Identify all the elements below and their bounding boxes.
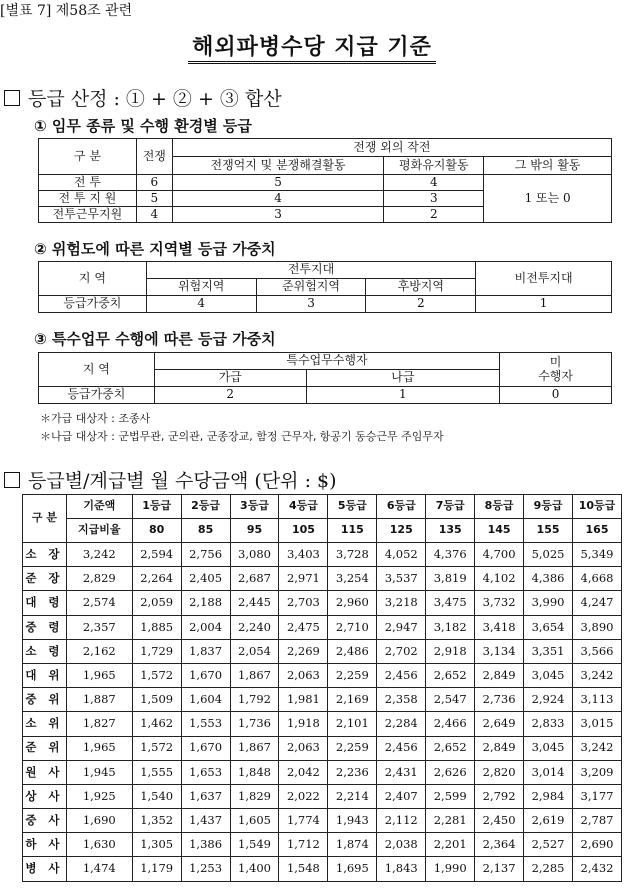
pay-cell: 3,254 xyxy=(328,567,377,591)
pay-cell: 2,652 xyxy=(426,663,475,687)
pay-cell: 5,349 xyxy=(573,543,622,567)
checkbox-square-icon xyxy=(4,472,20,488)
pay-cell: 1,605 xyxy=(230,809,279,833)
pay-cell: 2,547 xyxy=(426,688,475,712)
header-grade: 9등급 xyxy=(524,495,573,519)
pay-cell: 1,604 xyxy=(181,688,230,712)
pay-cell: 4,052 xyxy=(377,543,426,567)
pay-cell: 2,364 xyxy=(475,833,524,857)
pay-cell: 4,668 xyxy=(573,567,622,591)
rank-label: 대 위 xyxy=(23,663,67,687)
row-label: 등급가중치 xyxy=(39,387,155,404)
cell: 1 xyxy=(476,296,612,313)
pay-cell: 2,264 xyxy=(132,567,181,591)
pay-cell: 1,540 xyxy=(132,784,181,808)
ratio-cell: 85 xyxy=(181,519,230,543)
pay-cell: 3,045 xyxy=(524,736,573,760)
pay-cell: 2,405 xyxy=(181,567,230,591)
table-row xyxy=(23,809,622,833)
base-amount-cell: 1,690 xyxy=(66,809,132,833)
header-non-performer xyxy=(500,353,612,387)
pay-cell: 2,445 xyxy=(230,591,279,615)
ratio-cell: 145 xyxy=(475,519,524,543)
pay-cell: 3,537 xyxy=(377,567,426,591)
pay-cell: 2,690 xyxy=(573,833,622,857)
cell: 2 xyxy=(384,207,484,223)
pay-cell: 1,729 xyxy=(132,639,181,663)
header-special-duty: 특수업무수행자 xyxy=(154,353,499,370)
note-grade-b: ＊나급 대상자 : 군법무관, 군의관, 군종장교, 함정 근무자, 항공기 동승근무 주임무자 xyxy=(40,430,444,443)
pay-cell: 2,702 xyxy=(377,639,426,663)
pay-cell: 2,466 xyxy=(426,712,475,736)
rank-label: 소 장 xyxy=(23,543,67,567)
pay-cell: 3,566 xyxy=(573,639,622,663)
cell: 4 xyxy=(384,175,484,191)
pay-cell: 2,527 xyxy=(524,833,573,857)
base-amount-cell: 1,965 xyxy=(66,736,132,760)
cell: 4 xyxy=(172,191,384,207)
pay-cell: 3,351 xyxy=(524,639,573,663)
pay-cell: 2,792 xyxy=(475,784,524,808)
base-amount-cell: 3,242 xyxy=(66,543,132,567)
pay-cell: 1,352 xyxy=(132,809,181,833)
pay-cell: 2,787 xyxy=(573,809,622,833)
pay-cell: 2,285 xyxy=(524,857,573,881)
header-grade-b: 나급 xyxy=(306,370,500,387)
pay-cell: 2,710 xyxy=(328,615,377,639)
pay-cell: 3,177 xyxy=(573,784,622,808)
pay-cell: 2,703 xyxy=(279,591,328,615)
header-war: 전쟁 xyxy=(136,139,172,175)
subsection-special-title: ③ 특수업무 수행에 따른 등급 가중치 xyxy=(34,330,276,348)
pay-cell: 2,736 xyxy=(475,688,524,712)
pay-cell: 4,376 xyxy=(426,543,475,567)
cell: 2 xyxy=(154,387,306,404)
table-row xyxy=(23,736,622,760)
pay-cell: 3,890 xyxy=(573,615,622,639)
pay-cell: 1,990 xyxy=(426,857,475,881)
rank-label: 중 위 xyxy=(23,688,67,712)
pay-cell: 2,619 xyxy=(524,809,573,833)
pay-cell: 1,695 xyxy=(328,857,377,881)
pay-cell: 3,218 xyxy=(377,591,426,615)
pay-cell: 2,594 xyxy=(132,543,181,567)
header-grade: 10등급 xyxy=(573,495,622,519)
annex-reference: [별표 7] 제58조 관련 xyxy=(0,3,133,19)
ratio-cell: 165 xyxy=(573,519,622,543)
header-grade: 8등급 xyxy=(475,495,524,519)
pay-cell: 3,014 xyxy=(524,760,573,784)
pay-cell: 5,025 xyxy=(524,543,573,567)
pay-cell: 2,137 xyxy=(475,857,524,881)
pay-cell: 2,849 xyxy=(475,663,524,687)
pay-cell: 1,829 xyxy=(230,784,279,808)
section-title: 등급별/계급별 월 수당금액 (단위 : $) xyxy=(28,470,337,492)
pay-cell: 2,626 xyxy=(426,760,475,784)
header-peacekeeping: 평화유지활동 xyxy=(384,157,484,175)
header-combat-zone: 전투지대 xyxy=(146,262,475,279)
rank-label: 대 령 xyxy=(23,591,67,615)
cell: 4 xyxy=(146,296,256,313)
header-region: 지 역 xyxy=(39,353,155,387)
header-base-amount: 기준액 xyxy=(66,495,132,519)
note-grade-a: ＊가급 대상자 : 조종사 xyxy=(40,412,151,425)
base-amount-cell: 1,945 xyxy=(66,760,132,784)
section-title: 등급 산정 : ① + ② + ③ 합산 xyxy=(28,88,282,110)
pay-cell: 2,432 xyxy=(573,857,622,881)
pay-cell: 2,960 xyxy=(328,591,377,615)
pay-cell: 2,407 xyxy=(377,784,426,808)
pay-cell: 3,728 xyxy=(328,543,377,567)
table-row xyxy=(23,688,622,712)
pay-cell: 3,654 xyxy=(524,615,573,639)
ratio-cell: 95 xyxy=(230,519,279,543)
header-pay-ratio: 지급비율 xyxy=(66,519,132,543)
page-title: 해외파병수당 지급 기준 xyxy=(188,35,436,64)
pay-cell: 1,549 xyxy=(230,833,279,857)
pay-cell: 2,063 xyxy=(279,663,328,687)
table-row xyxy=(23,663,622,687)
pay-cell: 3,242 xyxy=(573,663,622,687)
header-grade: 1등급 xyxy=(132,495,181,519)
pay-cell: 1,867 xyxy=(230,736,279,760)
pay-cell: 2,849 xyxy=(475,736,524,760)
header-region: 지 역 xyxy=(39,262,147,296)
pay-cell: 2,259 xyxy=(328,736,377,760)
pay-cell: 1,848 xyxy=(230,760,279,784)
ratio-cell: 155 xyxy=(524,519,573,543)
pay-cell: 2,456 xyxy=(377,663,426,687)
pay-cell: 2,358 xyxy=(377,688,426,712)
pay-cell: 1,400 xyxy=(230,857,279,881)
cell: 6 xyxy=(136,175,172,191)
pay-cell: 3,113 xyxy=(573,688,622,712)
cell: 2 xyxy=(366,296,476,313)
pay-cell: 2,984 xyxy=(524,784,573,808)
header-grade: 3등급 xyxy=(230,495,279,519)
pay-cell: 2,649 xyxy=(475,712,524,736)
table-row xyxy=(23,543,622,567)
header-gubun: 구 분 xyxy=(39,139,137,175)
ratio-cell: 115 xyxy=(328,519,377,543)
pay-cell: 1,253 xyxy=(181,857,230,881)
checkbox-square-icon xyxy=(4,90,20,106)
pay-cell: 2,971 xyxy=(279,567,328,591)
base-amount-cell: 1,474 xyxy=(66,857,132,881)
pay-cell: 2,188 xyxy=(181,591,230,615)
base-amount-cell: 1,887 xyxy=(66,688,132,712)
pay-table-body xyxy=(23,495,622,882)
pay-cell: 3,475 xyxy=(426,591,475,615)
pay-cell: 2,022 xyxy=(279,784,328,808)
table-row xyxy=(23,857,622,881)
pay-cell: 2,269 xyxy=(279,639,328,663)
row-label: 등급가중치 xyxy=(39,296,147,313)
header-semi-danger: 준위험지역 xyxy=(256,279,366,296)
table-row xyxy=(23,567,622,591)
rank-label: 중 사 xyxy=(23,809,67,833)
header-grade: 5등급 xyxy=(328,495,377,519)
pay-cell: 2,486 xyxy=(328,639,377,663)
cell-other-activity: 1 또는 0 xyxy=(484,175,612,223)
pay-cell: 2,281 xyxy=(426,809,475,833)
rank-label: 하 사 xyxy=(23,833,67,857)
pay-cell: 1,179 xyxy=(132,857,181,881)
table-row xyxy=(23,639,622,663)
rank-label: 준 위 xyxy=(23,736,67,760)
header-grade-a: 가급 xyxy=(154,370,306,387)
pay-cell: 3,242 xyxy=(573,736,622,760)
pay-cell: 1,637 xyxy=(181,784,230,808)
pay-cell: 1,712 xyxy=(279,833,328,857)
ratio-cell: 105 xyxy=(279,519,328,543)
title-wrap xyxy=(0,30,624,61)
ratio-cell: 125 xyxy=(377,519,426,543)
cell: 0 xyxy=(500,387,612,404)
header-noncombat-zone: 비전투지대 xyxy=(476,262,612,296)
pay-cell: 1,736 xyxy=(230,712,279,736)
pay-cell: 3,080 xyxy=(230,543,279,567)
pay-cell: 2,201 xyxy=(426,833,475,857)
header-grade: 7등급 xyxy=(426,495,475,519)
pay-cell: 3,045 xyxy=(524,663,573,687)
pay-cell: 2,450 xyxy=(475,809,524,833)
pay-cell: 2,833 xyxy=(524,712,573,736)
pay-cell: 1,555 xyxy=(132,760,181,784)
pay-cell: 1,553 xyxy=(181,712,230,736)
pay-cell: 1,670 xyxy=(181,663,230,687)
pay-cell: 2,240 xyxy=(230,615,279,639)
pay-cell: 1,981 xyxy=(279,688,328,712)
base-amount-cell: 1,827 xyxy=(66,712,132,736)
pay-cell: 1,462 xyxy=(132,712,181,736)
rank-label: 중 령 xyxy=(23,615,67,639)
pay-cell: 2,004 xyxy=(181,615,230,639)
pay-cell: 2,918 xyxy=(426,639,475,663)
base-amount-cell: 2,829 xyxy=(66,567,132,591)
header-grade: 6등급 xyxy=(377,495,426,519)
header-non-a: 미 xyxy=(549,354,562,369)
pay-cell: 2,112 xyxy=(377,809,426,833)
pay-cell: 3,015 xyxy=(573,712,622,736)
pay-cell: 1,943 xyxy=(328,809,377,833)
pay-cell: 1,867 xyxy=(230,663,279,687)
pay-cell: 2,059 xyxy=(132,591,181,615)
pay-cell: 2,947 xyxy=(377,615,426,639)
table-row xyxy=(23,712,622,736)
cell: 1 xyxy=(306,387,500,404)
table-row xyxy=(23,591,622,615)
pay-cell: 3,418 xyxy=(475,615,524,639)
pay-cell: 3,134 xyxy=(475,639,524,663)
header-grade: 2등급 xyxy=(181,495,230,519)
pay-cell: 1,918 xyxy=(279,712,328,736)
header-grade: 4등급 xyxy=(279,495,328,519)
base-amount-cell: 1,630 xyxy=(66,833,132,857)
rank-label: 병 사 xyxy=(23,857,67,881)
base-amount-cell: 2,357 xyxy=(66,615,132,639)
row-label: 전 투 지 원 xyxy=(39,191,137,207)
header-deterrence: 전쟁억지 및 분쟁해결활동 xyxy=(172,157,384,175)
special-duty-weight-table xyxy=(38,352,612,404)
mission-grade-table xyxy=(38,138,612,223)
base-amount-cell: 1,965 xyxy=(66,663,132,687)
pay-cell: 2,042 xyxy=(279,760,328,784)
pay-cell: 3,182 xyxy=(426,615,475,639)
table-row xyxy=(23,760,622,784)
rank-label: 소 위 xyxy=(23,712,67,736)
pay-cell: 2,101 xyxy=(328,712,377,736)
pay-cell: 2,599 xyxy=(426,784,475,808)
pay-cell: 2,756 xyxy=(181,543,230,567)
cell: 5 xyxy=(136,191,172,207)
header-non-b: 수행자 xyxy=(538,368,573,383)
cell: 4 xyxy=(136,207,172,223)
pay-cell: 4,700 xyxy=(475,543,524,567)
pay-cell: 1,774 xyxy=(279,809,328,833)
header-nonwar: 전쟁 외의 작전 xyxy=(172,139,611,157)
subsection-mission-title: ① 임무 종류 및 수행 환경별 등급 xyxy=(34,117,252,135)
pay-cell: 3,209 xyxy=(573,760,622,784)
pay-cell: 1,305 xyxy=(132,833,181,857)
pay-cell: 2,924 xyxy=(524,688,573,712)
pay-cell: 2,284 xyxy=(377,712,426,736)
pay-cell: 2,259 xyxy=(328,663,377,687)
base-amount-cell: 1,925 xyxy=(66,784,132,808)
pay-cell: 1,792 xyxy=(230,688,279,712)
pay-cell: 2,687 xyxy=(230,567,279,591)
pay-cell: 2,652 xyxy=(426,736,475,760)
row-label: 전투근무지원 xyxy=(39,207,137,223)
pay-cell: 3,819 xyxy=(426,567,475,591)
pay-cell: 1,509 xyxy=(132,688,181,712)
ratio-cell: 80 xyxy=(132,519,181,543)
pay-cell: 1,548 xyxy=(279,857,328,881)
pay-cell: 1,572 xyxy=(132,663,181,687)
header-gubun: 구 분 xyxy=(23,495,67,543)
pay-cell: 1,437 xyxy=(181,809,230,833)
pay-cell: 1,885 xyxy=(132,615,181,639)
pay-cell: 2,236 xyxy=(328,760,377,784)
cell: 3 xyxy=(256,296,366,313)
pay-cell: 3,732 xyxy=(475,591,524,615)
base-amount-cell: 2,162 xyxy=(66,639,132,663)
pay-cell: 1,670 xyxy=(181,736,230,760)
header-danger: 위험지역 xyxy=(146,279,256,296)
pay-cell: 2,038 xyxy=(377,833,426,857)
pay-cell: 1,874 xyxy=(328,833,377,857)
cell: 3 xyxy=(384,191,484,207)
pay-cell: 1,653 xyxy=(181,760,230,784)
section-pay-amount xyxy=(4,466,337,493)
pay-cell: 3,990 xyxy=(524,591,573,615)
pay-cell: 1,837 xyxy=(181,639,230,663)
rank-label: 상 사 xyxy=(23,784,67,808)
rank-label: 원 사 xyxy=(23,760,67,784)
table-row xyxy=(23,833,622,857)
pay-cell: 4,247 xyxy=(573,591,622,615)
pay-cell: 2,431 xyxy=(377,760,426,784)
table-row xyxy=(23,615,622,639)
pay-cell: 1,572 xyxy=(132,736,181,760)
monthly-pay-table xyxy=(22,494,622,882)
pay-cell: 1,386 xyxy=(181,833,230,857)
pay-cell: 2,475 xyxy=(279,615,328,639)
pay-cell: 3,403 xyxy=(279,543,328,567)
table-row xyxy=(23,784,622,808)
cell: 3 xyxy=(172,207,384,223)
pay-cell: 2,169 xyxy=(328,688,377,712)
pay-cell: 4,102 xyxy=(475,567,524,591)
section-grade-calculation xyxy=(4,84,282,111)
base-amount-cell: 2,574 xyxy=(66,591,132,615)
ratio-cell: 135 xyxy=(426,519,475,543)
pay-cell: 2,063 xyxy=(279,736,328,760)
header-other: 그 밖의 활동 xyxy=(484,157,612,175)
subsection-risk-title: ② 위험도에 따른 지역별 등급 가중치 xyxy=(34,240,276,258)
pay-cell: 2,054 xyxy=(230,639,279,663)
pay-cell: 2,456 xyxy=(377,736,426,760)
region-weight-table xyxy=(38,261,612,313)
header-rear: 후방지역 xyxy=(366,279,476,296)
pay-cell: 2,214 xyxy=(328,784,377,808)
pay-cell: 1,843 xyxy=(377,857,426,881)
pay-cell: 4,386 xyxy=(524,567,573,591)
cell: 5 xyxy=(172,175,384,191)
pay-cell: 2,820 xyxy=(475,760,524,784)
rank-label: 준 장 xyxy=(23,567,67,591)
rank-label: 소 령 xyxy=(23,639,67,663)
row-label: 전 투 xyxy=(39,175,137,191)
